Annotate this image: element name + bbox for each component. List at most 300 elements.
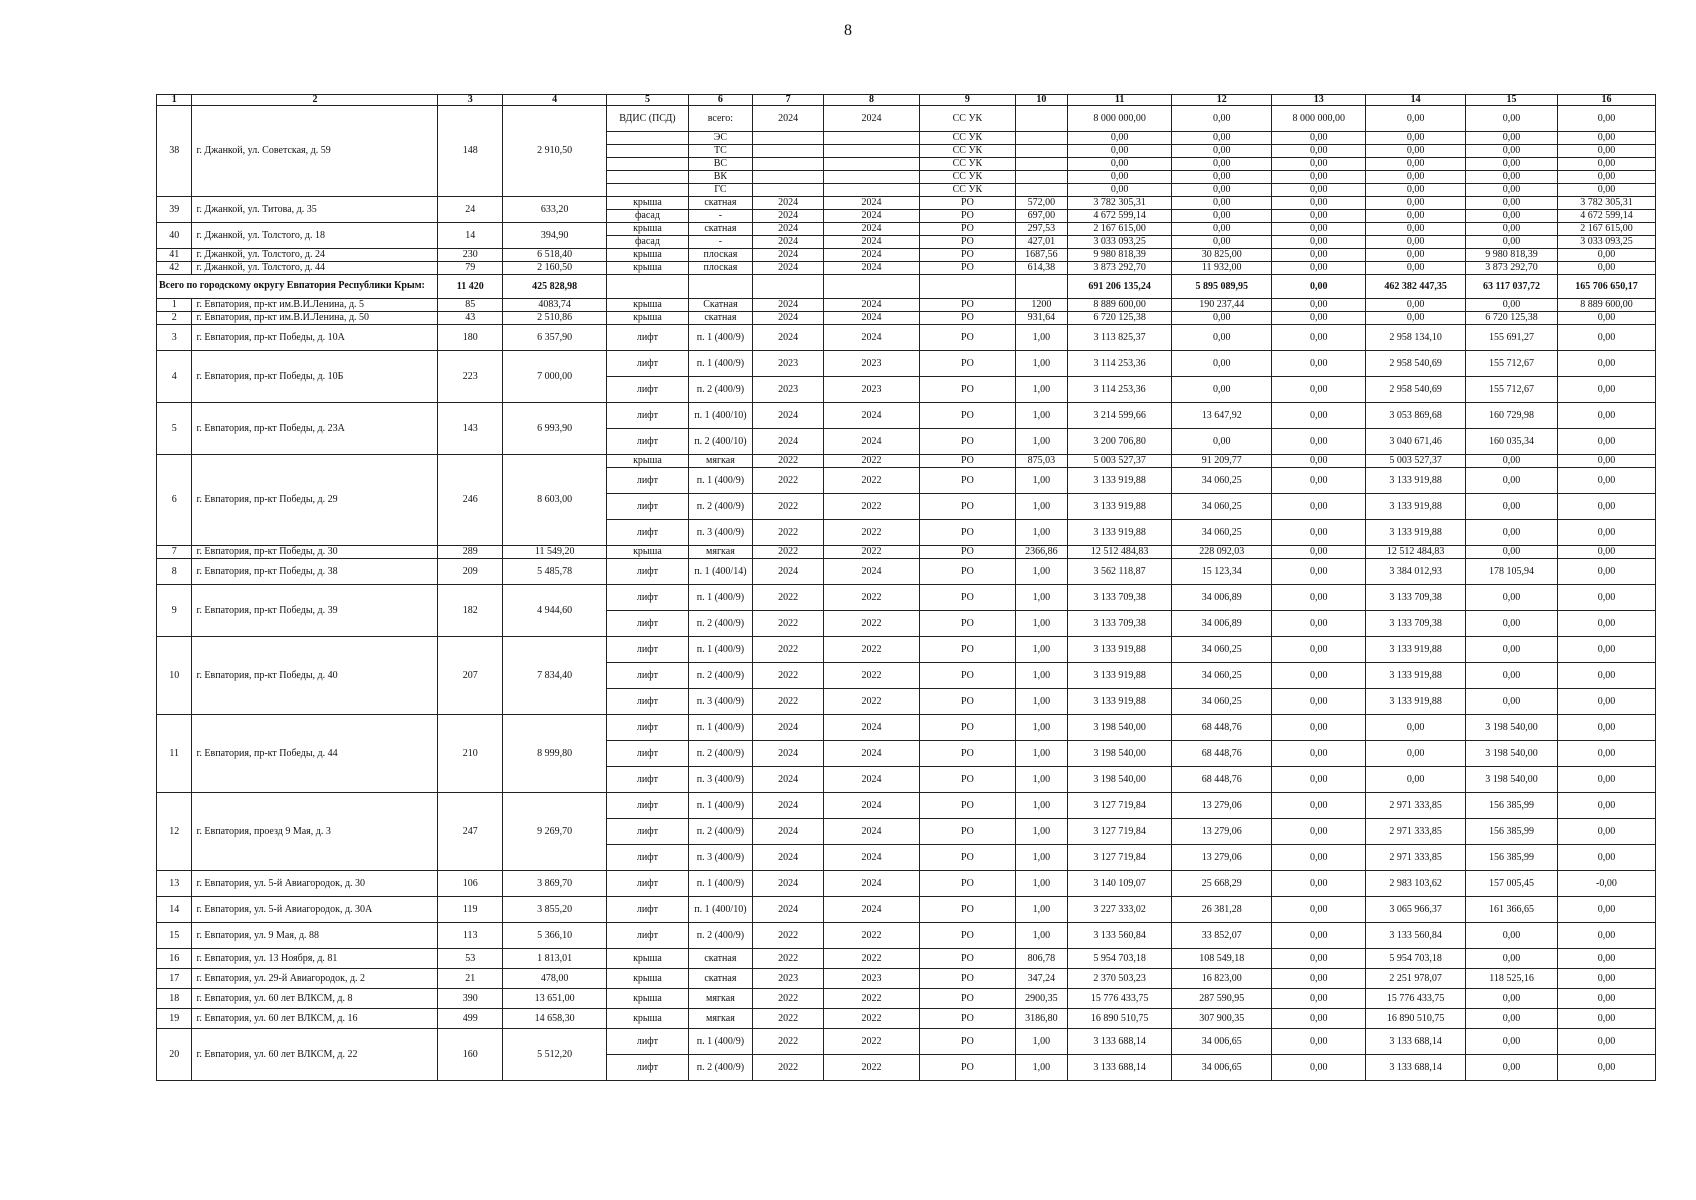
table-cell: мягкая bbox=[688, 989, 753, 1009]
table-cell: 289 bbox=[438, 546, 503, 559]
col-header: 15 bbox=[1466, 95, 1558, 106]
table-cell: 3 133 709,38 bbox=[1067, 585, 1171, 611]
table-cell: лифт bbox=[607, 585, 688, 611]
table-cell: лифт bbox=[607, 520, 688, 546]
table-cell: 0,00 bbox=[1366, 767, 1466, 793]
table-cell: 11 932,00 bbox=[1172, 262, 1272, 275]
table-cell: 25 668,29 bbox=[1172, 871, 1272, 897]
table-cell: 68 448,76 bbox=[1172, 741, 1272, 767]
table-cell: 2022 bbox=[753, 455, 824, 468]
table-cell: 0,00 bbox=[1557, 989, 1655, 1009]
table-cell: п. 1 (400/14) bbox=[688, 559, 753, 585]
table-cell: 0,00 bbox=[1466, 171, 1558, 184]
table-cell: п. 2 (400/9) bbox=[688, 611, 753, 637]
table-cell: 113 bbox=[438, 923, 503, 949]
table-cell: 0,00 bbox=[1466, 184, 1558, 197]
table-cell: крыша bbox=[607, 197, 688, 210]
table-cell: РО bbox=[919, 949, 1015, 969]
table-cell: 0,00 bbox=[1557, 923, 1655, 949]
table-cell: п. 2 (400/9) bbox=[688, 923, 753, 949]
table-cell: 2024 bbox=[753, 210, 824, 223]
table-cell bbox=[824, 184, 920, 197]
table-cell: крыша bbox=[607, 949, 688, 969]
table-cell: 148 bbox=[438, 106, 503, 197]
table-cell: 2022 bbox=[753, 1055, 824, 1081]
table-cell: 155 712,67 bbox=[1466, 377, 1558, 403]
table-cell: 2022 bbox=[753, 520, 824, 546]
table-cell: лифт bbox=[607, 897, 688, 923]
table-cell bbox=[824, 171, 920, 184]
table-cell: лифт bbox=[607, 793, 688, 819]
table-cell: РО bbox=[919, 262, 1015, 275]
table-cell: г. Евпатория, ул. 9 Мая, д. 88 bbox=[192, 923, 438, 949]
table-cell: г. Евпатория, пр-кт Победы, д. 40 bbox=[192, 637, 438, 715]
table-cell: 2 167 615,00 bbox=[1067, 223, 1171, 236]
table-cell: 3 040 671,46 bbox=[1366, 429, 1466, 455]
table-cell: 34 060,25 bbox=[1172, 637, 1272, 663]
table-cell: 8 000 000,00 bbox=[1272, 106, 1366, 132]
table-cell: 1,00 bbox=[1015, 559, 1067, 585]
table-cell: 0,00 bbox=[1557, 741, 1655, 767]
table-row bbox=[157, 793, 1656, 819]
table-cell bbox=[1015, 145, 1067, 158]
table-cell: 0,00 bbox=[1557, 158, 1655, 171]
table-cell: 0,00 bbox=[1272, 1009, 1366, 1029]
table-cell: 0,00 bbox=[1172, 236, 1272, 249]
table-cell: 0,00 bbox=[1557, 897, 1655, 923]
table-cell: 0,00 bbox=[1272, 1029, 1366, 1055]
col-header: 8 bbox=[824, 95, 920, 106]
table-cell: лифт bbox=[607, 1029, 688, 1055]
table-cell: 1 bbox=[157, 299, 192, 312]
table-cell: 2024 bbox=[824, 210, 920, 223]
table-row bbox=[157, 897, 1656, 923]
table-cell: г. Джанкой, ул. Толстого, д. 24 bbox=[192, 249, 438, 262]
table-cell: 2024 bbox=[824, 249, 920, 262]
table-cell: 3 562 118,87 bbox=[1067, 559, 1171, 585]
table-cell: п. 1 (400/9) bbox=[688, 468, 753, 494]
table-cell bbox=[753, 145, 824, 158]
table-cell: крыша bbox=[607, 223, 688, 236]
table-cell: 5 366,10 bbox=[503, 923, 607, 949]
table-cell: РО bbox=[919, 689, 1015, 715]
table-cell: г. Евпатория, пр-кт Победы, д. 10Б bbox=[192, 351, 438, 403]
table-cell: 178 105,94 bbox=[1466, 559, 1558, 585]
table-cell: 0,00 bbox=[1366, 223, 1466, 236]
table-cell: 2022 bbox=[753, 494, 824, 520]
table-cell: РО bbox=[919, 715, 1015, 741]
table-cell: 156 385,99 bbox=[1466, 819, 1558, 845]
table-cell: 0,00 bbox=[1557, 132, 1655, 145]
table-cell: 0,00 bbox=[1466, 689, 1558, 715]
table-cell: 3 133 919,88 bbox=[1067, 468, 1171, 494]
table-cell: 2022 bbox=[824, 663, 920, 689]
table-cell: 160 bbox=[438, 1029, 503, 1081]
table-cell: 1,00 bbox=[1015, 468, 1067, 494]
table-cell: 0,00 bbox=[1272, 158, 1366, 171]
table-cell: 0,00 bbox=[1366, 210, 1466, 223]
table-cell: п. 1 (400/9) bbox=[688, 793, 753, 819]
table-cell: 3 133 709,38 bbox=[1067, 611, 1171, 637]
table-cell: 2024 bbox=[824, 429, 920, 455]
table-cell: 875,03 bbox=[1015, 455, 1067, 468]
table-cell: 41 bbox=[157, 249, 192, 262]
col-header: 10 bbox=[1015, 95, 1067, 106]
table-cell: 1,00 bbox=[1015, 767, 1067, 793]
table-row bbox=[157, 262, 1656, 275]
table-cell: 0,00 bbox=[1366, 184, 1466, 197]
table-cell: 0,00 bbox=[1272, 559, 1366, 585]
table-cell: 10 bbox=[157, 637, 192, 715]
table-cell: 2 958 540,69 bbox=[1366, 377, 1466, 403]
table-cell: 34 060,25 bbox=[1172, 689, 1272, 715]
table-cell bbox=[1015, 184, 1067, 197]
table-cell: 1,00 bbox=[1015, 520, 1067, 546]
table-cell: 2024 bbox=[824, 106, 920, 132]
table-cell: 0,00 bbox=[1272, 223, 1366, 236]
table-cell: п. 2 (400/9) bbox=[688, 377, 753, 403]
table-cell: 0,00 bbox=[1466, 455, 1558, 468]
table-cell: г. Евпатория, пр-кт Победы, д. 29 bbox=[192, 455, 438, 546]
table-cell: 0,00 bbox=[1172, 106, 1272, 132]
table-cell: скатная bbox=[688, 312, 753, 325]
table-row bbox=[157, 249, 1656, 262]
table-cell bbox=[1015, 106, 1067, 132]
table-cell: мягкая bbox=[688, 455, 753, 468]
table-cell: 14 658,30 bbox=[503, 1009, 607, 1029]
table-cell: РО bbox=[919, 989, 1015, 1009]
table-cell: п. 2 (400/9) bbox=[688, 819, 753, 845]
table-cell: лифт bbox=[607, 494, 688, 520]
table-cell: 3 782 305,31 bbox=[1557, 197, 1655, 210]
table-cell: 6 bbox=[157, 455, 192, 546]
table-row bbox=[157, 546, 1656, 559]
table-cell: - bbox=[688, 210, 753, 223]
table-cell: 0,00 bbox=[1272, 132, 1366, 145]
table-cell: 228 092,03 bbox=[1172, 546, 1272, 559]
table-cell: 3 133 919,88 bbox=[1067, 494, 1171, 520]
table-cell: 2 971 333,85 bbox=[1366, 819, 1466, 845]
table-cell: 3186,80 bbox=[1015, 1009, 1067, 1029]
table-cell: 0,00 bbox=[1272, 969, 1366, 989]
table-cell: СС УК bbox=[919, 171, 1015, 184]
table-cell: 2024 bbox=[824, 559, 920, 585]
table-cell: лифт bbox=[607, 559, 688, 585]
table-cell: 3 127 719,84 bbox=[1067, 793, 1171, 819]
table-cell bbox=[824, 158, 920, 171]
table-cell: плоская bbox=[688, 249, 753, 262]
table-cell: 2022 bbox=[824, 923, 920, 949]
table-cell: 3 133 919,88 bbox=[1067, 689, 1171, 715]
table-cell: 2 167 615,00 bbox=[1557, 223, 1655, 236]
table-cell: ТС bbox=[688, 145, 753, 158]
table-cell: 2024 bbox=[753, 871, 824, 897]
table-cell: 0,00 bbox=[1557, 106, 1655, 132]
table-cell: ГС bbox=[688, 184, 753, 197]
table-cell: 0,00 bbox=[1557, 845, 1655, 871]
table-cell: 2022 bbox=[753, 949, 824, 969]
table-cell: плоская bbox=[688, 262, 753, 275]
table-cell: 2 971 333,85 bbox=[1366, 845, 1466, 871]
table-cell: скатная bbox=[688, 223, 753, 236]
table-cell: 5 512,20 bbox=[503, 1029, 607, 1081]
table-row bbox=[157, 923, 1656, 949]
table-cell: 0,00 bbox=[1366, 171, 1466, 184]
table-cell: 0,00 bbox=[1366, 106, 1466, 132]
table-cell: 2024 bbox=[753, 845, 824, 871]
table-cell: 3 133 919,88 bbox=[1067, 637, 1171, 663]
table-cell: 1,00 bbox=[1015, 377, 1067, 403]
page-number: 8 bbox=[844, 22, 852, 39]
table-cell: 8 999,80 bbox=[503, 715, 607, 793]
table-cell: 0,00 bbox=[1557, 249, 1655, 262]
table-cell: мягкая bbox=[688, 1009, 753, 1029]
table-cell: г. Евпатория, ул. 5-й Авиагородок, д. 30 bbox=[192, 871, 438, 897]
col-header: 1 bbox=[157, 95, 192, 106]
table-cell: 2 971 333,85 bbox=[1366, 793, 1466, 819]
table-cell: 0,00 bbox=[1466, 145, 1558, 158]
table-cell: -0,00 bbox=[1557, 871, 1655, 897]
table-cell: 0,00 bbox=[1172, 325, 1272, 351]
table-row bbox=[157, 275, 1656, 299]
table-cell: 2024 bbox=[753, 741, 824, 767]
table-cell: 16 bbox=[157, 949, 192, 969]
table-cell: 207 bbox=[438, 637, 503, 715]
table-cell: 9 269,70 bbox=[503, 793, 607, 871]
table-cell: 0,00 bbox=[1466, 637, 1558, 663]
table-cell: РО bbox=[919, 585, 1015, 611]
table-cell: лифт bbox=[607, 845, 688, 871]
table-cell: 5 003 527,37 bbox=[1067, 455, 1171, 468]
table-cell: 0,00 bbox=[1172, 184, 1272, 197]
table-cell: 0,00 bbox=[1272, 468, 1366, 494]
table-cell: 3 855,20 bbox=[503, 897, 607, 923]
table-cell: 931,64 bbox=[1015, 312, 1067, 325]
table-row bbox=[157, 585, 1656, 611]
table-cell: 2022 bbox=[824, 520, 920, 546]
table-cell: 34 060,25 bbox=[1172, 494, 1272, 520]
table-cell: крыша bbox=[607, 989, 688, 1009]
table-cell: п. 3 (400/9) bbox=[688, 767, 753, 793]
table-row bbox=[157, 351, 1656, 377]
table-cell: 3 214 599,66 bbox=[1067, 403, 1171, 429]
table-cell: 210 bbox=[438, 715, 503, 793]
table-cell: 2022 bbox=[753, 1009, 824, 1029]
table-cell: 63 117 037,72 bbox=[1466, 275, 1558, 299]
table-cell: 0,00 bbox=[1272, 351, 1366, 377]
col-header: 3 bbox=[438, 95, 503, 106]
table-cell: 3 113 825,37 bbox=[1067, 325, 1171, 351]
table-cell: 2024 bbox=[824, 871, 920, 897]
table-cell: 2024 bbox=[753, 767, 824, 793]
table-cell: 3 133 688,14 bbox=[1366, 1055, 1466, 1081]
table-cell: РО bbox=[919, 223, 1015, 236]
table-cell: 5 954 703,18 bbox=[1067, 949, 1171, 969]
table-cell: 2022 bbox=[824, 1055, 920, 1081]
table-cell: г. Евпатория, пр-кт Победы, д. 44 bbox=[192, 715, 438, 793]
table-cell: 16 823,00 bbox=[1172, 969, 1272, 989]
table-cell: 2022 bbox=[753, 585, 824, 611]
table-cell: ВК bbox=[688, 171, 753, 184]
table-cell: 2 983 103,62 bbox=[1366, 871, 1466, 897]
table-cell: 2024 bbox=[753, 793, 824, 819]
table-cell: 5 bbox=[157, 403, 192, 455]
table-cell: лифт bbox=[607, 923, 688, 949]
table-cell: СС УК bbox=[919, 106, 1015, 132]
table-cell: 0,00 bbox=[1557, 312, 1655, 325]
table-cell: 3 198 540,00 bbox=[1067, 715, 1171, 741]
table-cell: СС УК bbox=[919, 132, 1015, 145]
table-cell: г. Евпатория, пр-кт Победы, д. 39 bbox=[192, 585, 438, 637]
table-cell: 9 980 818,39 bbox=[1067, 249, 1171, 262]
table-cell: 0,00 bbox=[1067, 132, 1171, 145]
table-cell: 85 bbox=[438, 299, 503, 312]
table-cell: 3 bbox=[157, 325, 192, 351]
table-cell: г. Евпатория, пр-кт им.В.И.Ленина, д. 50 bbox=[192, 312, 438, 325]
table-cell: 2022 bbox=[824, 949, 920, 969]
table-row bbox=[157, 299, 1656, 312]
table-cell: 3 384 012,93 bbox=[1366, 559, 1466, 585]
table-cell: 0,00 bbox=[1466, 611, 1558, 637]
table-cell: 4083,74 bbox=[503, 299, 607, 312]
table-cell: 1,00 bbox=[1015, 923, 1067, 949]
table-cell: 0,00 bbox=[1272, 585, 1366, 611]
table-cell: п. 2 (400/9) bbox=[688, 741, 753, 767]
table-cell: п. 1 (400/9) bbox=[688, 871, 753, 897]
table-cell: 2022 bbox=[753, 923, 824, 949]
table-cell: 0,00 bbox=[1172, 158, 1272, 171]
table-cell: 0,00 bbox=[1272, 611, 1366, 637]
table-cell: крыша bbox=[607, 262, 688, 275]
table-cell: 2022 bbox=[824, 585, 920, 611]
table-cell: 3 198 540,00 bbox=[1067, 767, 1171, 793]
table-cell: 0,00 bbox=[1466, 923, 1558, 949]
table-cell: п. 2 (400/9) bbox=[688, 494, 753, 520]
table-cell: 0,00 bbox=[1557, 520, 1655, 546]
table-cell: 2 160,50 bbox=[503, 262, 607, 275]
table-cell: 79 bbox=[438, 262, 503, 275]
table-cell: 2024 bbox=[824, 403, 920, 429]
table-row bbox=[157, 1009, 1656, 1029]
table-cell: лифт bbox=[607, 377, 688, 403]
table-cell: РО bbox=[919, 767, 1015, 793]
table-cell: 0,00 bbox=[1366, 312, 1466, 325]
table-cell: 2024 bbox=[753, 559, 824, 585]
table-cell: ВДИС (ПСД) bbox=[607, 106, 688, 132]
table-cell: РО bbox=[919, 312, 1015, 325]
table-cell: 2024 bbox=[753, 106, 824, 132]
table-cell: 2 958 134,10 bbox=[1366, 325, 1466, 351]
table-cell bbox=[688, 275, 753, 299]
table-cell: - bbox=[688, 236, 753, 249]
table-cell: 0,00 bbox=[1557, 429, 1655, 455]
table-cell: 2022 bbox=[753, 611, 824, 637]
table-cell: 425 828,98 bbox=[503, 275, 607, 299]
table-cell: 6 993,90 bbox=[503, 403, 607, 455]
table-cell bbox=[753, 158, 824, 171]
table-cell: 0,00 bbox=[1557, 559, 1655, 585]
table-cell: РО bbox=[919, 845, 1015, 871]
table-cell: фасад bbox=[607, 210, 688, 223]
table-cell: РО bbox=[919, 663, 1015, 689]
table-cell: 1,00 bbox=[1015, 793, 1067, 819]
table-cell: 161 366,65 bbox=[1466, 897, 1558, 923]
table-cell: 0,00 bbox=[1272, 637, 1366, 663]
col-header: 12 bbox=[1172, 95, 1272, 106]
table-cell: г. Евпатория, ул. 13 Ноября, д. 81 bbox=[192, 949, 438, 969]
table-cell: 39 bbox=[157, 197, 192, 223]
table-cell: 0,00 bbox=[1272, 403, 1366, 429]
table-cell: 0,00 bbox=[1172, 197, 1272, 210]
table-cell: 0,00 bbox=[1272, 845, 1366, 871]
table-cell: 0,00 bbox=[1557, 949, 1655, 969]
table-cell: 15 776 433,75 bbox=[1366, 989, 1466, 1009]
table-cell: 7 000,00 bbox=[503, 351, 607, 403]
table-row bbox=[157, 455, 1656, 468]
table-cell: 19 bbox=[157, 1009, 192, 1029]
table-cell bbox=[753, 171, 824, 184]
table-cell: 0,00 bbox=[1272, 949, 1366, 969]
table-cell: 1,00 bbox=[1015, 1029, 1067, 1055]
table-cell: 0,00 bbox=[1272, 871, 1366, 897]
col-header: 2 bbox=[192, 95, 438, 106]
table-cell: ЭС bbox=[688, 132, 753, 145]
table-cell: 0,00 bbox=[1172, 145, 1272, 158]
table-cell: 0,00 bbox=[1272, 455, 1366, 468]
table-body bbox=[157, 106, 1656, 1081]
table-cell: РО bbox=[919, 897, 1015, 923]
table-cell: лифт bbox=[607, 429, 688, 455]
table-cell: 0,00 bbox=[1272, 312, 1366, 325]
table-cell: 0,00 bbox=[1466, 1055, 1558, 1081]
table-cell: РО bbox=[919, 819, 1015, 845]
table-cell: 3 114 253,36 bbox=[1067, 351, 1171, 377]
table-cell: 2024 bbox=[753, 715, 824, 741]
table-cell: 0,00 bbox=[1067, 184, 1171, 197]
table-cell: 3 198 540,00 bbox=[1466, 715, 1558, 741]
table-cell: 2024 bbox=[824, 262, 920, 275]
table-cell: 26 381,28 bbox=[1172, 897, 1272, 923]
table-cell: 7 834,40 bbox=[503, 637, 607, 715]
table-cell: 2024 bbox=[824, 767, 920, 793]
table-cell: 3 033 093,25 bbox=[1067, 236, 1171, 249]
table-cell: крыша bbox=[607, 1009, 688, 1029]
table-cell: 0,00 bbox=[1272, 715, 1366, 741]
table-cell: 2023 bbox=[824, 351, 920, 377]
table-cell: 1,00 bbox=[1015, 663, 1067, 689]
table-cell: скатная bbox=[688, 969, 753, 989]
table-cell: 13 279,06 bbox=[1172, 845, 1272, 871]
table-cell: 20 bbox=[157, 1029, 192, 1081]
table-cell: 0,00 bbox=[1557, 1029, 1655, 1055]
table-cell: 0,00 bbox=[1466, 663, 1558, 689]
table-cell: 34 006,65 bbox=[1172, 1055, 1272, 1081]
table-cell: РО bbox=[919, 1029, 1015, 1055]
table-cell: лифт bbox=[607, 351, 688, 377]
table-cell: 0,00 bbox=[1366, 158, 1466, 171]
table-cell: 0,00 bbox=[1466, 158, 1558, 171]
table-cell: 1,00 bbox=[1015, 351, 1067, 377]
table-cell: 0,00 bbox=[1557, 969, 1655, 989]
table-cell: 0,00 bbox=[1366, 715, 1466, 741]
table-cell: РО bbox=[919, 325, 1015, 351]
table-cell: 3 198 540,00 bbox=[1067, 741, 1171, 767]
table-cell: 2022 bbox=[753, 663, 824, 689]
table-cell: 394,90 bbox=[503, 223, 607, 249]
table-cell: 190 237,44 bbox=[1172, 299, 1272, 312]
table-cell: 1,00 bbox=[1015, 1055, 1067, 1081]
table-row bbox=[157, 637, 1656, 663]
